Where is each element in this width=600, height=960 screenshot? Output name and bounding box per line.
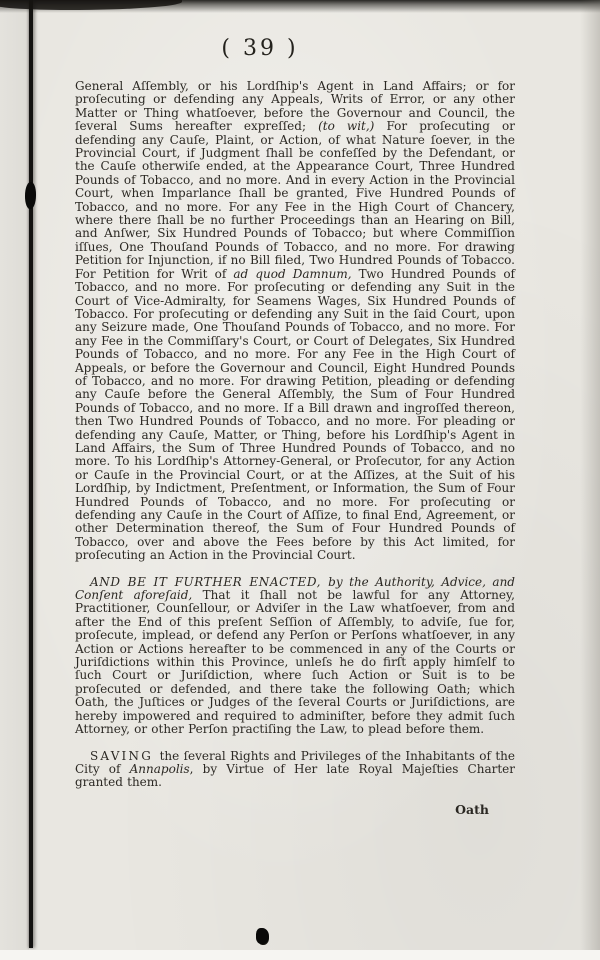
text-segment: , by Virtue of Her late Royal Majeſties Charter granted them. — [75, 761, 515, 790]
body-paragraph-saving-clause — [75, 750, 515, 790]
text-segment: Two Hundred Pounds of Tobacco, and no more. For proſecuting or defending any Suit in the Court of Vice-Admiralty, for Seamens Wages, Six Hundred Pounds of Tobacco. For proſecuting or defending any Suit in the ſaid Court, upon any Seizure made, One Thouſand Pounds of Tobacco, and no more. For any Fee in the Commiſſary's Court, or Court of Delegates, Six Hundred Pounds of Tobacco, and no more. For any Fee in the High Court of Appeals, or before the Governour and Council, Eight Hundred Pounds of Tobacco, and no more. For drawing Petition, pleading or defending any Cauſe before the General Aſſembly, the Sum of Four Hundred Pounds of Tobacco, and no more. If a Bill drawn and ingroſſed thereon, then Two Hundred Pounds of Tobacco, and no more. For pleading or defending any Cauſe, Matter, or Thing, before his Lordſhip's Agent in Land Affairs, the Sum of Three Hundred Pounds of Tobacco, and no more. To his Lordſhip's Attorney-General, or Proſecutor, for any Action or Cauſe in the Provincial Court, or at the Aſſizes, at the Suit of his Lordſhip, by Indictment, Preſentment, or Information, the Sum of Four Hundred Pounds of Tobacco, and no more. For proſecuting or defending any Cauſe in the Court of Aſſize, to final End, Agreement, or other Determination thereof, the Sum of Four Hundred Pounds of Tobacco, over and above the Fees before by this Act limited, for proſecuting an Action in the Provincial Court. — [75, 266, 515, 563]
text-segment: AND BE IT FURTHER ENACTED, — [90, 574, 329, 589]
page-number: ( 39 ) — [221, 36, 299, 61]
text-segment: by the Authority, Advice, and Conſent aforeſaid, — [75, 574, 515, 603]
text-segment: For proſecuting or defending any Cauſe, Plaint, or Action, of what Nature ſoever, in the Provincial Court, if Judgment ſhall be confeſſed by the Defendant, or the Cauſe otherwiſe ended, at the Appearance Court, Three Hundred Pounds of Tobacco, and no more. And in every Action in the Provincial Court, when Imparlance ſhall be granted, Five Hundred Pounds of Tobacco, and no more. For any Fee in the High Court of Chancery, where there ſhall be no further Proceedings than an Hearing on Bill, and Anſwer, Six Hundred Pounds of Tobacco; but where Commiſſion iſſues, One Thouſand Pounds of Tobacco, and no more. For drawing Petition for Injunction, if no Bill filed, Two Hundred Pounds of Tobacco. For Petition for Writ of — [75, 119, 515, 281]
scan-binding-edge — [29, 0, 33, 948]
scan-right-shading — [580, 0, 600, 960]
text-segment: the ſeveral Rights and Privileges of the Inhabitants of the City of — [75, 748, 515, 776]
body-paragraph-fees — [75, 80, 515, 563]
scan-left-margin — [0, 0, 29, 960]
text-segment: ad quod Damnum, — [233, 266, 352, 281]
body-paragraph-enacting-clause — [75, 576, 515, 737]
scan-bottom-strip — [0, 950, 600, 960]
text-segment: SAVING — [90, 748, 160, 763]
ink-blot — [256, 928, 269, 944]
text-segment: That it ſhall not be lawful for any Attorney, Practitioner, Counſellour, or Adviſer in the Law whatſoever, from and after the End of this preſent Seſſion of Aſſembly, to adviſe, ſue for, proſecute, implead, or defend any Perſon or Perſons whatſoever, in any Action or Actions hereafter to be commenced in any of the Courts or Juriſdictions within this Province, unleſs he do firſt apply himſelf to ſuch Court or Juriſdiction, where ſuch Action or Suit is to be proſecuted or defended, and there take the following Oath; which Oath, the Juſtices or Judges of the ſeveral Courts or Juriſdictions, are hereby impowered and required to adminiſter, before they admit ſuch Attorney, or other Perſon practiſing the Law, to plead before them. — [75, 588, 515, 737]
text-segment: (to wit,) — [318, 119, 375, 134]
text-segment: Annapolis — [129, 761, 190, 776]
text-segment: General Aſſembly, or his Lordſhip's Agent in Land Affairs; or for proſecuting or defending any Appeals, Writs of Error, or any other Matter or Thing whatſoever, before the Governour and Council, the ſeveral Sums hereafter expreſſed; — [75, 79, 515, 134]
catchword: Oath — [455, 801, 489, 817]
text-column — [75, 80, 515, 816]
scan-edge-blob — [25, 182, 36, 209]
